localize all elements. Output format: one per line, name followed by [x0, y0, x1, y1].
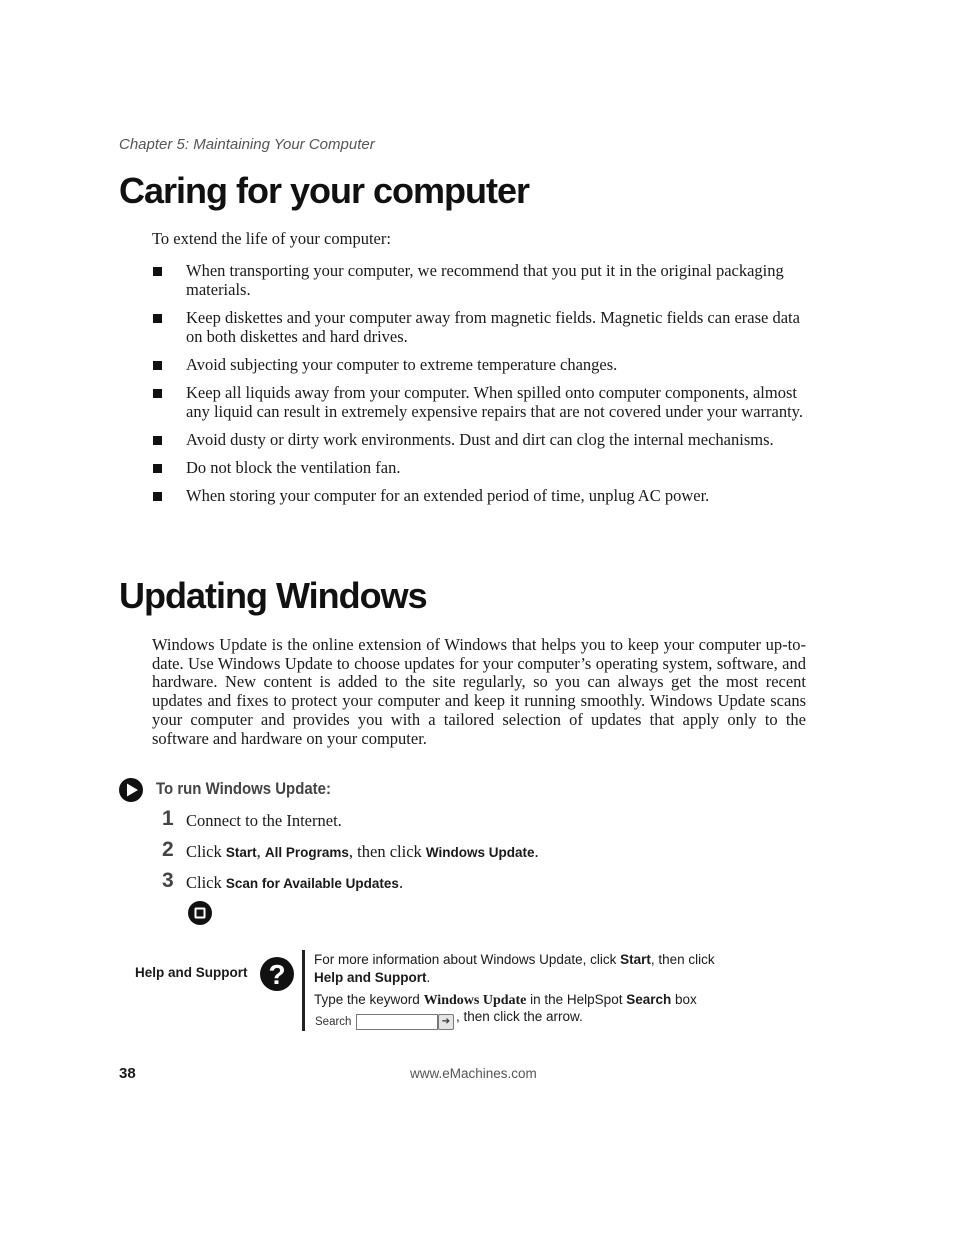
list-item: Do not block the ventilation fan. — [152, 459, 812, 478]
step-text: Click Start, All Programs, then click Windows Update. — [186, 842, 539, 861]
step-text: Click Scan for Available Updates. — [186, 873, 404, 892]
page-number: 38 — [119, 1065, 136, 1082]
bullet-square-icon — [153, 361, 162, 370]
list-item: When transporting your computer, we recommend that you put it in the original packaging materials. — [152, 262, 812, 299]
list-item: Keep diskettes and your computer away from magnetic fields. Magnetic fields can erase data on both diskettes and hard drives. — [152, 309, 812, 346]
bullet-square-icon — [153, 492, 162, 501]
procedure-title: To run Windows Update: — [156, 779, 331, 798]
ui-search: Search — [626, 992, 672, 1007]
question-mark-circle-icon — [259, 956, 295, 992]
note-divider — [302, 950, 305, 1031]
ui-scan-updates: Scan for Available Updates — [225, 876, 399, 891]
bullet-square-icon — [153, 389, 162, 398]
caring-intro: To extend the life of your computer: — [152, 229, 391, 248]
bullet-square-icon — [153, 464, 162, 473]
caring-bullet-list — [152, 262, 812, 516]
help-note-line1: For more information about Windows Update, click Start, then click Help and Support. — [314, 952, 715, 985]
step-number: 2 — [162, 838, 174, 861]
search-field-label: Search — [315, 1016, 352, 1028]
bullet-square-icon — [153, 436, 162, 445]
ui-start: Start — [620, 952, 651, 967]
ui-windows-update: Windows Update — [425, 845, 535, 860]
list-item: When storing your computer for an extended period of time, unplug AC power. — [152, 487, 812, 506]
list-item: Keep all liquids away from your computer. When spilled onto computer components, almost any liquid can result in extremely expensive repairs that are not covered under your warranty. — [152, 384, 812, 421]
ui-all-programs: All Programs — [264, 845, 349, 860]
play-arrow-circle-icon — [118, 777, 144, 803]
list-item: Avoid subjecting your computer to extreme temperature changes. — [152, 356, 812, 375]
bullet-square-icon — [153, 314, 162, 323]
step-text: Connect to the Internet. — [186, 811, 342, 830]
section-title-caring: Caring for your computer — [119, 170, 530, 211]
step-number: 3 — [162, 869, 174, 892]
list-item: Avoid dusty or dirty work environments. Dust and dirt can clog the internal mechanisms. — [152, 431, 812, 450]
bullet-square-icon — [153, 267, 162, 276]
step-number: 1 — [162, 807, 174, 830]
help-note-line3: , then click the arrow. — [456, 1009, 583, 1024]
help-note-line2: Type the keyword Windows Update in the HelpSpot Search box — [314, 992, 697, 1008]
updating-paragraph: Windows Update is the online extension of Windows that helps you to keep your computer up-to-date. Use Windows Update to choose updates for your computer’s operating system, software, and hardware. New content is added to the site regularly, so you can always get the most recent updates and fixes to protect your computer and keep it running smoothly. Windows Update scans your computer and provides you with a tailored selection of updates that apply only to the software and hardware on your computer. — [152, 635, 806, 748]
svg-text:?: ? — [268, 959, 286, 990]
ui-help-and-support: Help and Support — [314, 969, 427, 985]
keyword-windows-update: Windows Update — [423, 993, 527, 1008]
help-and-support-label: Help and Support — [135, 965, 248, 980]
stop-square-circle-icon — [187, 900, 213, 926]
search-input-illustration — [356, 1014, 438, 1030]
arrow-right-icon: ➔ — [438, 1014, 454, 1030]
footer-url: www.eMachines.com — [410, 1066, 537, 1081]
section-title-updating: Updating Windows — [119, 575, 427, 616]
running-head: Chapter 5: Maintaining Your Computer — [119, 136, 375, 153]
ui-start: Start — [225, 845, 257, 860]
